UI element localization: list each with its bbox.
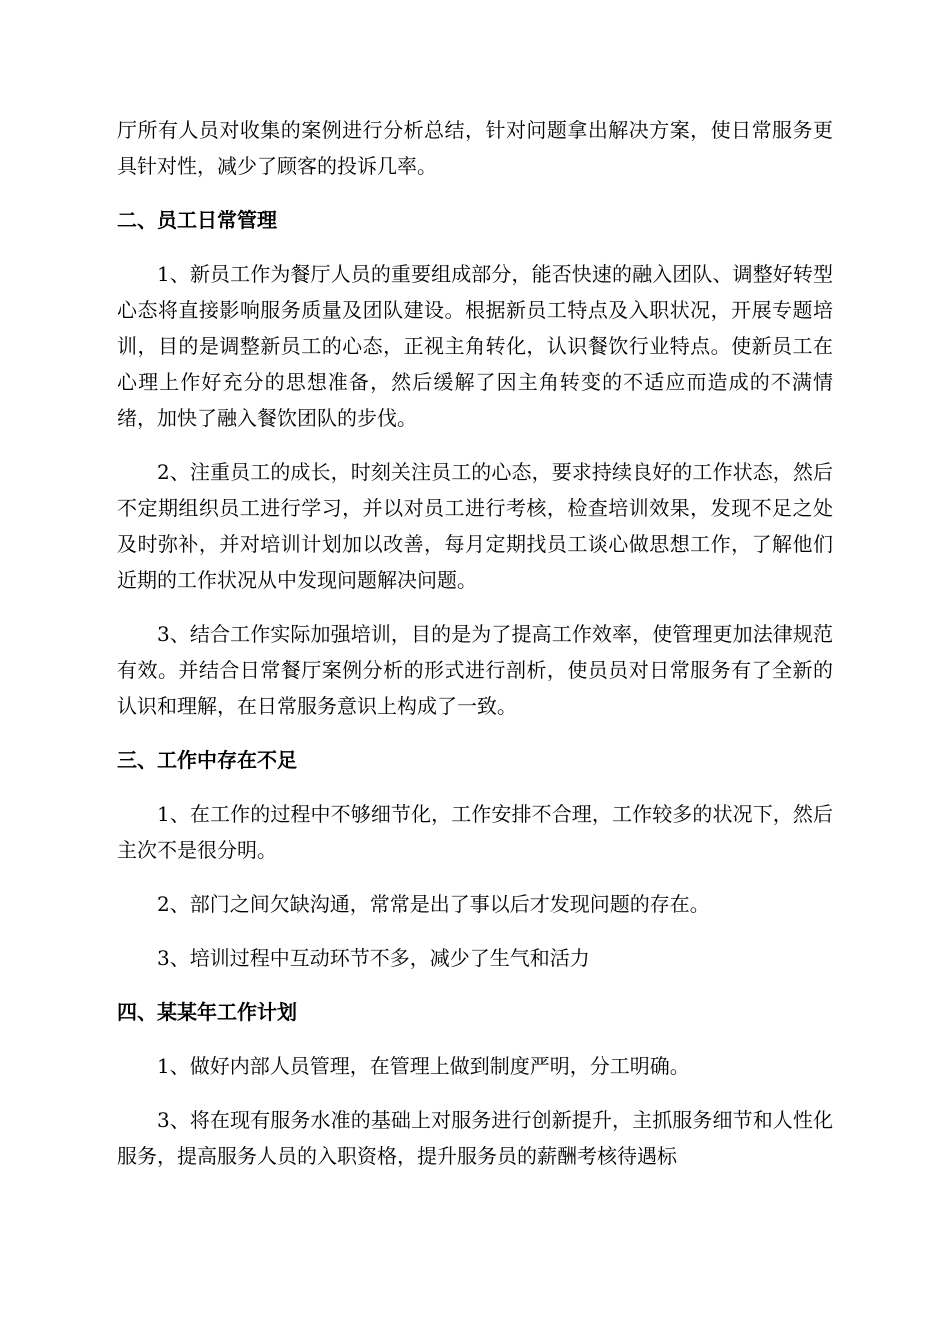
shortcomings-paragraph-2: 2、部门之间欠缺沟通，常常是出了事以后才发现问题的存在。 [157,892,710,916]
staff-management-paragraph-1: 1、新员工作为餐厅人员的重要组成部分，能否快速的融入团队、调整好转型心态将直接影响服务质量及团队建设。根据新员工特点及入职状况，开展专题培训，目的是调整新员工的心态，正视主角转化，认识餐饮行业特点。使新员工在心理上作好充分的思想准备，然后缓解了因主角转变的不适应而造成的不满情绪，加快了融入餐饮团队的步伐。 [117,262,833,430]
section-heading-staff-management: 二、员工日常管理 [117,208,277,232]
document-page [117,112,833,1192]
work-plan-paragraph-2: 3、将在现有服务水准的基础上对服务进行创新提升，主抓服务细节和人性化服务，提高服务人员的入职资格，提升服务员的薪酬考核待遇标 [117,1108,833,1168]
shortcomings-paragraph-1: 1、在工作的过程中不够细节化，工作安排不合理，工作较多的状况下，然后主次不是很分明。 [117,802,833,862]
staff-management-paragraph-2: 2、注重员工的成长，时刻关注员工的心态，要求持续良好的工作状态，然后不定期组织员工进行学习，并以对员工进行考核，检查培训效果，发现不足之处及时弥补，并对培训计划加以改善，每月定期找员工谈心做思想工作，了解他们近期的工作状况从中发现问题解决问题。 [117,460,833,592]
section-heading-work-plan: 四、某某年工作计划 [117,1000,297,1024]
shortcomings-paragraph-3: 3、培训过程中互动环节不多，减少了生气和活力 [157,946,590,970]
staff-management-paragraph-3: 3、结合工作实际加强培训，目的是为了提高工作效率，使管理更加法律规范有效。并结合日常餐厅案例分析的形式进行剖析，使员员对日常服务有了全新的认识和理解，在日常服务意识上构成了一致。 [117,622,833,718]
intro-continuation-paragraph: 厅所有人员对收集的案例进行分析总结，针对问题拿出解决方案，使日常服务更具针对性，减少了顾客的投诉几率。 [117,118,833,178]
section-heading-shortcomings: 三、工作中存在不足 [117,748,297,772]
work-plan-paragraph-1: 1、做好内部人员管理，在管理上做到制度严明，分工明确。 [157,1054,690,1078]
